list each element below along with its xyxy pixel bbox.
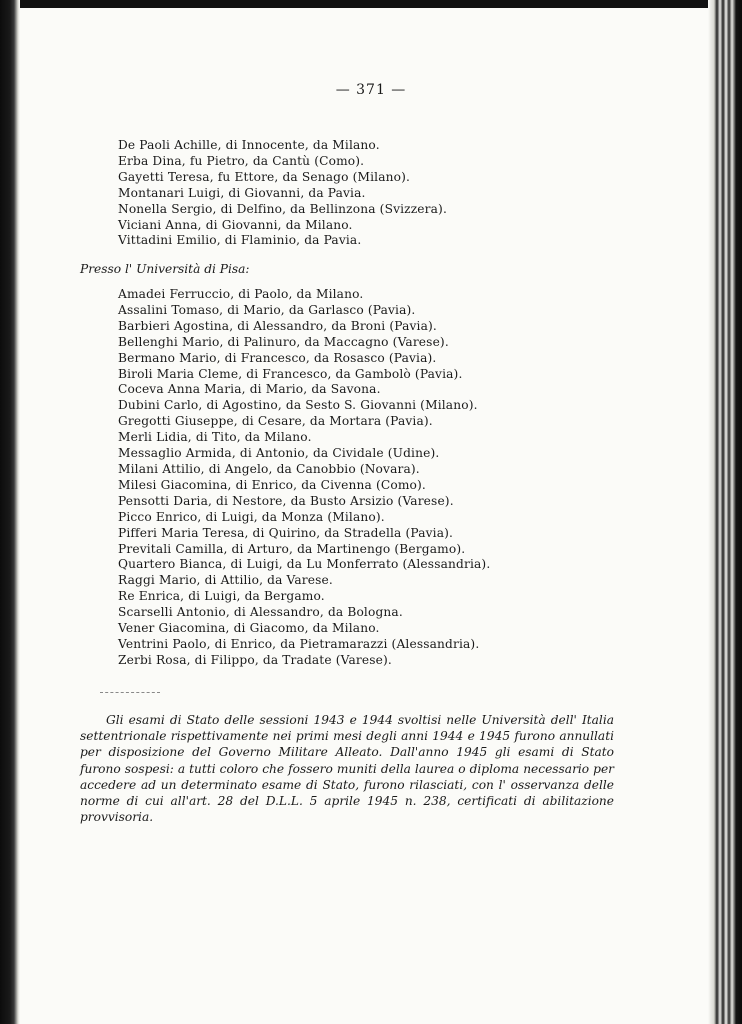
page-number: — 371 — [335,82,407,98]
section-heading-pisa: Presso l' Università di Pisa: [80,262,250,276]
list-item: Picco Enrico, di Luigi, da Monza (Milano). [118,509,385,524]
list-item: Zerbi Rosa, di Filippo, da Tradate (Varese). [118,652,392,667]
footnote-paragraph: Gli esami di Stato delle sessioni 1943 e 1944 svoltisi nelle Università dell' Italia settentrionale rispettivamente nei primi mesi degli anni 1944 e 1945 furono annullati per disposizione del Governo Militare Alleato. Dall'anno 1945 gli esami di Stato furono sospesi: a tutti coloro che fossero muniti della laurea o diploma necessario per accedere ad un determinato esame di Stato, furono rilasciati, con l' osservanza delle norme di cui all'art. 28 del D.L.L. 5 aprile 1945 n. 238, certificati di abilitazione provvisoria. [80,713,614,825]
list-item: Nonella Sergio, di Delfino, da Bellinzona (Svizzera). [118,201,447,216]
list-item: Barbieri Agostina, di Alessandro, da Broni (Pavia). [118,318,437,333]
list-item: Gayetti Teresa, fu Ettore, da Senago (Milano). [118,169,411,184]
list-item: Pensotti Daria, di Nestore, da Busto Arsizio (Varese). [118,493,454,508]
list-item: Vener Giacomina, di Giacomo, da Milano. [118,621,380,636]
list-item: Pifferi Maria Teresa, di Quirino, da Stradella (Pavia). [118,525,454,540]
list-item: De Paoli Achille, di Innocente, da Milano. [118,138,380,152]
list-item: Montanari Luigi, di Giovanni, da Pavia. [118,185,366,200]
graduates-list-milano [118,138,447,249]
list-item: Milesi Giacomina, di Enrico, da Civenna (Como). [118,477,426,492]
list-item: Coceva Anna Maria, di Mario, da Savona. [118,382,381,397]
book-spine-edge [708,0,742,1024]
list-item: Raggi Mario, di Attilio, da Varese. [118,573,333,588]
section-divider [100,692,160,693]
list-item: Dubini Carlo, di Agostino, da Sesto S. Giovanni (Milano). [118,398,478,413]
list-item: Milani Attilio, di Angelo, da Canobbio (Novara). [118,461,420,476]
list-item: Merli Lidia, di Tito, da Milano. [118,430,312,445]
list-item: Re Enrica, di Luigi, da Bergamo. [118,589,325,604]
list-item: Vittadini Emilio, di Flaminio, da Pavia. [118,233,362,248]
list-item: Assalini Tomaso, di Mario, da Garlasco (Pavia). [118,302,416,317]
graduates-list-pisa [118,287,490,669]
scan-top-border [0,0,742,8]
list-item: Viciani Anna, di Giovanni, da Milano. [118,217,353,232]
list-item: Scarselli Antonio, di Alessandro, da Bologna. [118,605,403,620]
scan-left-edge [0,0,20,1024]
list-item: Bermano Mario, di Francesco, da Rosasco (Pavia). [118,350,437,365]
list-item: Ventrini Paolo, di Enrico, da Pietramarazzi (Alessandria). [118,636,480,651]
list-item: Previtali Camilla, di Arturo, da Martinengo (Bergamo). [118,541,466,556]
list-item: Quartero Bianca, di Luigi, da Lu Monferrato (Alessandria). [118,557,491,572]
list-item: Bellenghi Mario, di Palinuro, da Maccagno (Varese). [118,334,449,349]
list-item: Erba Dina, fu Pietro, da Cantù (Como). [118,153,365,168]
list-item: Amadei Ferruccio, di Paolo, da Milano. [118,287,364,301]
list-item: Messaglio Armida, di Antonio, da Cividale (Udine). [118,446,440,461]
list-item: Biroli Maria Cleme, di Francesco, da Gambolò (Pavia). [118,366,463,381]
list-item: Gregotti Giuseppe, di Cesare, da Mortara (Pavia). [118,414,433,429]
